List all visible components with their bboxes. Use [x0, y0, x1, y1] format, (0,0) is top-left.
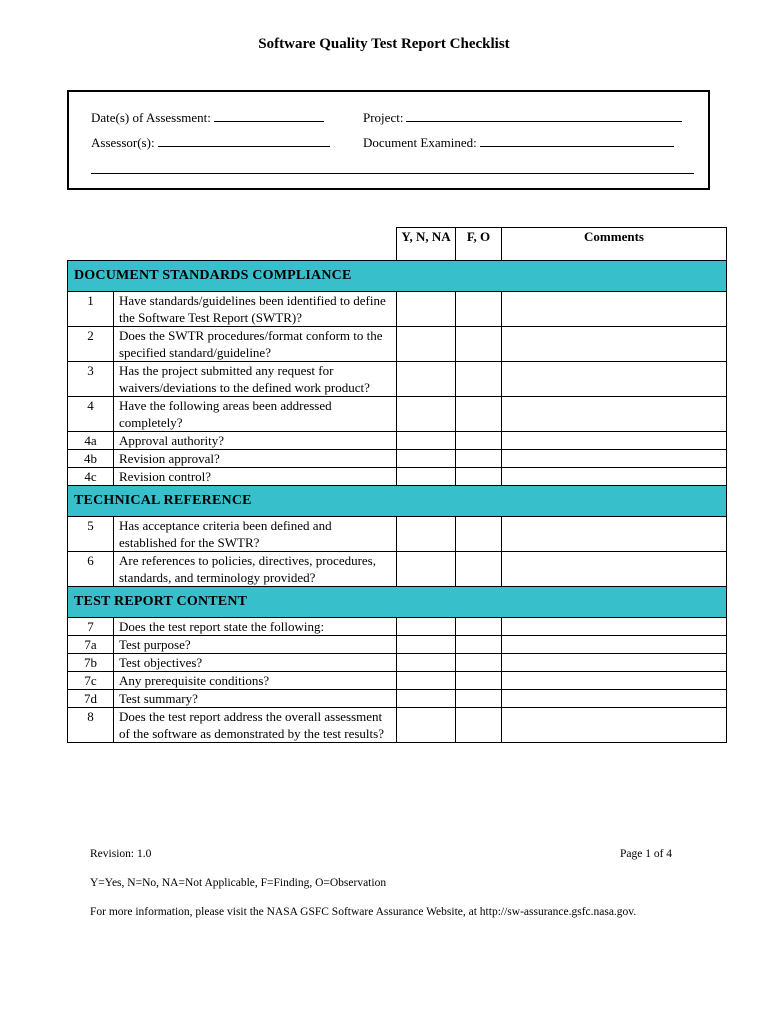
item-question: Does the test report address the overall assessment of the software as demonstrated by the test results?	[114, 708, 397, 743]
fo-cell[interactable]	[456, 708, 502, 743]
table-row	[68, 690, 727, 708]
table-row	[68, 397, 727, 432]
comments-cell[interactable]	[502, 292, 727, 327]
comments-cell[interactable]	[502, 690, 727, 708]
item-number: 7	[68, 618, 114, 636]
revision-label: Revision: 1.0	[90, 848, 152, 860]
item-question: Any prerequisite conditions?	[114, 672, 397, 690]
section-header: TECHNICAL REFERENCE	[68, 486, 727, 517]
project-field[interactable]	[363, 110, 682, 126]
ynna-cell[interactable]	[397, 690, 456, 708]
fo-cell[interactable]	[456, 397, 502, 432]
comments-cell[interactable]	[502, 468, 727, 486]
item-question: Have the following areas been addressed completely?	[114, 397, 397, 432]
ynna-cell[interactable]	[397, 708, 456, 743]
item-number: 1	[68, 292, 114, 327]
comments-cell[interactable]	[502, 708, 727, 743]
comments-cell[interactable]	[502, 672, 727, 690]
item-question: Has the project submitted any request for waivers/deviations to the defined work product?	[114, 362, 397, 397]
checklist-table	[67, 227, 727, 743]
fo-cell[interactable]	[456, 362, 502, 397]
date-blank[interactable]	[214, 110, 324, 122]
item-number: 6	[68, 552, 114, 587]
ynna-cell[interactable]	[397, 672, 456, 690]
date-label: Date(s) of Assessment:	[91, 110, 211, 125]
col-fo-header: F, O	[456, 228, 502, 261]
comments-cell[interactable]	[502, 432, 727, 450]
table-row	[68, 708, 727, 743]
document-blank[interactable]	[480, 135, 674, 147]
ynna-cell[interactable]	[397, 432, 456, 450]
comments-cell[interactable]	[502, 397, 727, 432]
item-number: 4c	[68, 468, 114, 486]
table-row	[68, 517, 727, 552]
notes-line[interactable]	[91, 173, 694, 174]
table-row	[68, 292, 727, 327]
ynna-cell[interactable]	[397, 636, 456, 654]
ynna-cell[interactable]	[397, 517, 456, 552]
fo-cell[interactable]	[456, 636, 502, 654]
item-question: Revision control?	[114, 468, 397, 486]
item-number: 7d	[68, 690, 114, 708]
table-row	[68, 432, 727, 450]
comments-cell[interactable]	[502, 654, 727, 672]
info-link-text: For more information, please visit the NASA GSFC Software Assurance Website, at http://sw-assurance.gsfc.nasa.gov.	[90, 906, 637, 918]
fo-cell[interactable]	[456, 468, 502, 486]
fo-cell[interactable]	[456, 432, 502, 450]
item-question: Has acceptance criteria been defined and established for the SWTR?	[114, 517, 397, 552]
page-number: Page 1 of 4	[620, 848, 673, 860]
fo-cell[interactable]	[456, 450, 502, 468]
fo-cell[interactable]	[456, 618, 502, 636]
table-row	[68, 468, 727, 486]
table-row	[68, 450, 727, 468]
assessor-label: Assessor(s):	[91, 135, 155, 150]
item-question: Test summary?	[114, 690, 397, 708]
comments-cell[interactable]	[502, 450, 727, 468]
fo-cell[interactable]	[456, 654, 502, 672]
table-row	[68, 362, 727, 397]
item-question: Does the test report state the following:	[114, 618, 397, 636]
item-number: 5	[68, 517, 114, 552]
document-label: Document Examined:	[363, 135, 477, 150]
project-blank[interactable]	[406, 110, 682, 122]
table-header-row	[68, 228, 727, 261]
fo-cell[interactable]	[456, 517, 502, 552]
item-number: 7b	[68, 654, 114, 672]
item-question: Are references to policies, directives, procedures, standards, and terminology provided?	[114, 552, 397, 587]
ynna-cell[interactable]	[397, 362, 456, 397]
col-ynna-header: Y, N, NA	[397, 228, 456, 261]
table-row	[68, 672, 727, 690]
item-question: Test purpose?	[114, 636, 397, 654]
comments-cell[interactable]	[502, 327, 727, 362]
item-question: Revision approval?	[114, 450, 397, 468]
comments-cell[interactable]	[502, 636, 727, 654]
ynna-cell[interactable]	[397, 397, 456, 432]
section-header: DOCUMENT STANDARDS COMPLIANCE	[68, 261, 727, 292]
table-row	[68, 654, 727, 672]
col-comments-header: Comments	[502, 228, 727, 261]
comments-cell[interactable]	[502, 517, 727, 552]
table-row	[68, 327, 727, 362]
document-field[interactable]	[363, 135, 674, 151]
item-question: Does the SWTR procedures/format conform to the specified standard/guideline?	[114, 327, 397, 362]
fo-cell[interactable]	[456, 327, 502, 362]
item-number: 2	[68, 327, 114, 362]
comments-cell[interactable]	[502, 552, 727, 587]
item-question: Test objectives?	[114, 654, 397, 672]
ynna-cell[interactable]	[397, 618, 456, 636]
section-header: TEST REPORT CONTENT	[68, 587, 727, 618]
table-row	[68, 636, 727, 654]
assessment-info-box	[67, 90, 710, 190]
item-number: 8	[68, 708, 114, 743]
item-number: 3	[68, 362, 114, 397]
comments-cell[interactable]	[502, 362, 727, 397]
assessor-field[interactable]	[91, 135, 330, 151]
ynna-cell[interactable]	[397, 654, 456, 672]
ynna-cell[interactable]	[397, 552, 456, 587]
item-number: 4a	[68, 432, 114, 450]
page-title: Software Quality Test Report Checklist	[258, 36, 510, 52]
ynna-cell[interactable]	[397, 468, 456, 486]
ynna-cell[interactable]	[397, 450, 456, 468]
fo-cell[interactable]	[456, 292, 502, 327]
item-number: 4b	[68, 450, 114, 468]
item-number: 4	[68, 397, 114, 432]
item-number: 7c	[68, 672, 114, 690]
table-row	[68, 552, 727, 587]
ynna-cell[interactable]	[397, 292, 456, 327]
assessor-blank[interactable]	[158, 135, 330, 147]
fo-cell[interactable]	[456, 552, 502, 587]
item-question: Approval authority?	[114, 432, 397, 450]
legend-text: Y=Yes, N=No, NA=Not Applicable, F=Finding, O=Observation	[90, 877, 387, 889]
fo-cell[interactable]	[456, 690, 502, 708]
ynna-cell[interactable]	[397, 327, 456, 362]
comments-cell[interactable]	[502, 618, 727, 636]
item-number: 7a	[68, 636, 114, 654]
table-row	[68, 618, 727, 636]
date-field[interactable]	[91, 110, 324, 126]
project-label: Project:	[363, 110, 404, 125]
fo-cell[interactable]	[456, 672, 502, 690]
item-question: Have standards/guidelines been identified to define the Software Test Report (SWTR)?	[114, 292, 397, 327]
